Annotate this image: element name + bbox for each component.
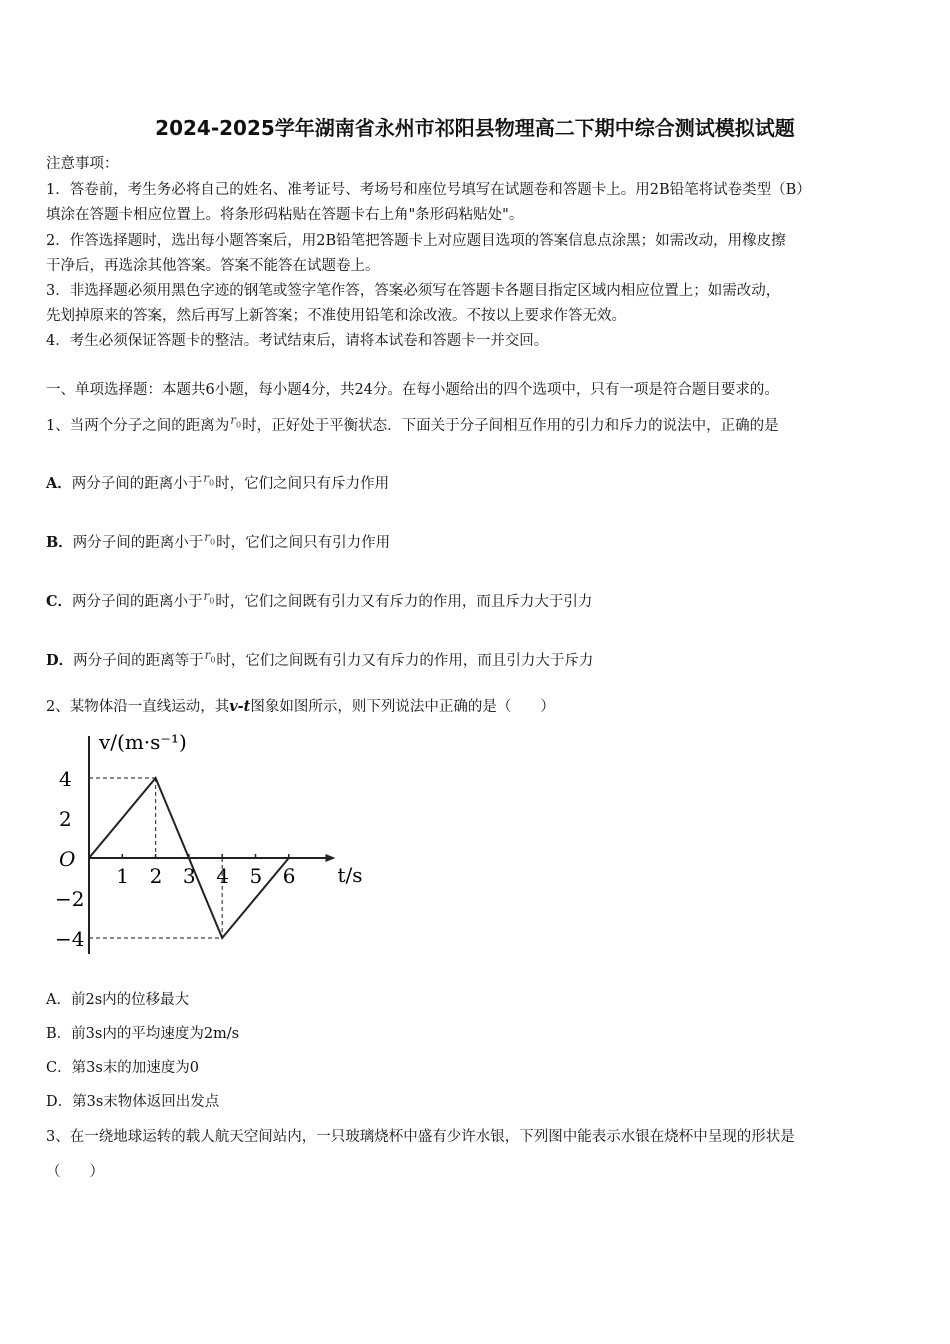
r0-symbol [204,589,215,605]
r0-letter: r [230,413,236,427]
x-tick-label: 3 [182,864,196,888]
y-axis-label: v/(m·s⁻¹) [99,730,187,754]
q2-vt-symbol: v-t [229,698,251,715]
origin-label: O [59,847,76,871]
section-heading: 一、单项选择题：本题共6小题，每小题4分，共24分。在每小题给出的四个选项中，只有一项是符合题目要求的。 [46,382,779,398]
r0-letter: r [204,530,211,544]
y-tick-label: −4 [55,927,85,951]
note-3b: 先划掉原来的答案，然后再写上新答案；不准使用铅笔和涂改液。不按以上要求作答无效。 [46,308,626,324]
x-axis-label: t/s [337,863,363,887]
note-2a: 2．作答选择题时，选出每小题答案后，用2B铅笔把答题卡上对应题目选项的答案信息点涂黑；如需改动，用橡皮擦 [46,233,786,249]
notes-heading: 注意事项： [46,156,119,172]
x-tick-label: 6 [282,864,296,888]
r0-symbol [230,413,241,429]
page-title: 2024-2025学年湖南省永州市祁阳县物理高二下期中综合测试模拟试题 [155,116,795,140]
q1-option-d-text-1: 两分子间的距离等于 [73,653,204,669]
q2-option-a[interactable]: A．前2s内的位移最大 [46,992,190,1008]
note-2b: 干净后，再选涂其他答案。答案不能答在试题卷上。 [46,258,380,274]
q1-stem-b: 时，正好处于平衡状态．下面关于分子间相互作用的引力和斥力的说法中，正确的是 [242,418,779,434]
q1-option-d-label: D． [46,652,74,669]
vt-chart [55,728,363,958]
r0-symbol [203,471,214,487]
q1-option-a-text-1: 两分子间的距离小于 [71,476,203,492]
r0-subscript: 0 [210,655,216,665]
r0-subscript: 0 [209,596,215,606]
q1-option-a-label: A． [46,475,72,492]
r0-subscript: 0 [210,537,216,547]
q2-stem-b: 图象如图所示，则下列说法中正确的是（ ） [250,699,555,715]
y-tick-label: −2 [55,887,85,911]
q1-option-b[interactable] [46,530,390,552]
note-3a: 3．非选择题必须用黑色字迹的钢笔或签字笔作答，答案必须写在答题卡各题目指定区域内相应位置上；如需改动， [46,283,781,299]
x-axis-arrow [325,854,335,862]
note-1a: 1．答卷前，考生务必将自己的姓名、准考证号、考场号和座位号填写在试题卷和答题卡上。用2B铅笔将试卷类型（B） [46,182,811,198]
question-1-stem [46,413,779,435]
q1-stem-a: 1、当两个分子之间的距离为 [46,418,230,434]
x-tick-label: 4 [216,864,229,888]
q1-option-b-text-2: 时，它们之间只有引力作用 [216,535,391,551]
q2-option-b[interactable]: B．前3s内的平均速度为2m/s [46,1026,240,1042]
q1-option-a-text-2: 时，它们之间只有斥力作用 [215,476,390,492]
q1-option-d-text-2: 时，它们之间既有引力又有斥力的作用，而且引力大于斥力 [216,653,594,669]
q1-option-c-text-1: 两分子间的距离小于 [72,594,203,610]
q2-option-d[interactable]: D．第3s末物体返回出发点 [46,1094,220,1110]
note-4: 4．考生必须保证答题卡的整洁。考试结束后，请将本试卷和答题卡一并交回。 [46,333,549,349]
q2-stem-a: 2、某物体沿一直线运动，其 [46,699,230,715]
q3-stem-b: （ ） [46,1164,104,1180]
q1-option-b-label: B． [46,534,73,551]
y-tick-label: 4 [59,767,72,791]
note-1b: 填涂在答题卡相应位置上。将条形码粘贴在答题卡右上角"条形码粘贴处"。 [46,207,524,223]
r0-symbol [205,648,216,664]
y-tick-label: 2 [59,807,72,831]
r0-letter: r [204,648,211,662]
q1-option-c-label: C． [46,593,73,610]
r0-letter: r [203,589,210,603]
x-tick-label: 2 [149,864,163,888]
r0-letter: r [203,471,210,485]
q2-option-c[interactable]: C．第3s末的加速度为0 [46,1060,199,1076]
q1-option-c-text-2: 时，它们之间既有引力又有斥力的作用，而且斥力大于引力 [215,594,593,610]
q3-stem-a: 3、在一绕地球运转的载人航天空间站内，一只玻璃烧杯中盛有少许水银，下列图中能表示水银在烧杯中呈现的形状是 [46,1129,795,1145]
q1-option-c[interactable] [46,589,592,611]
r0-symbol [204,530,215,546]
q1-option-a[interactable] [46,471,389,493]
x-tick-label: 5 [249,864,263,888]
question-2-stem [46,695,555,716]
r0-subscript: 0 [235,420,242,430]
q1-option-b-text-1: 两分子间的距离小于 [72,535,204,551]
x-tick-label: 1 [116,864,130,888]
r0-subscript: 0 [209,478,215,488]
q1-option-d[interactable] [46,648,593,670]
